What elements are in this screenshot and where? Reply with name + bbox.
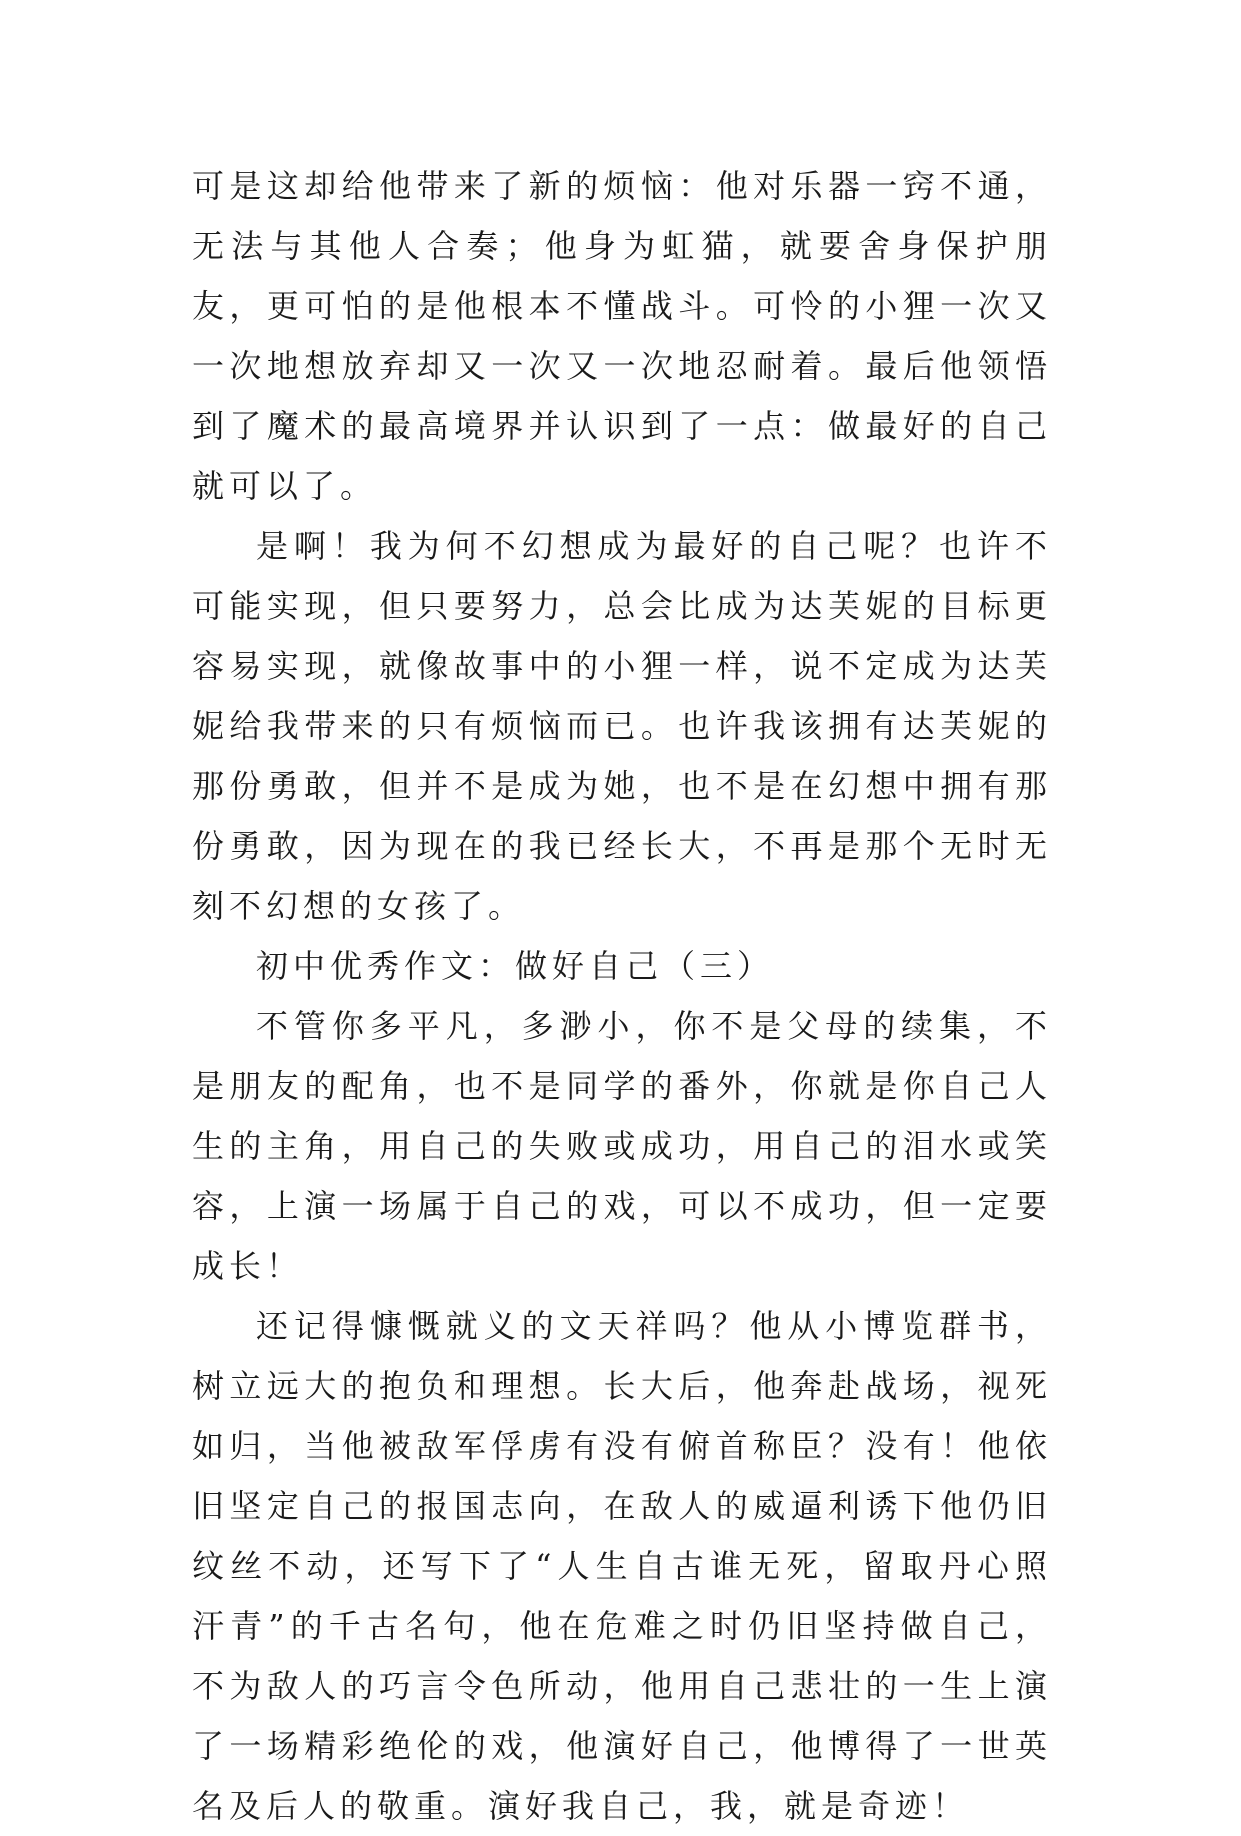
paragraph: 不管你多平凡，多渺小，你不是父母的续集，不是朋友的配角，也不是同学的番外，你就是你自己人生的主角，用自己的失败或成功，用自己的泪水或笑容，上演一场属于自己的戏，可以不成功，但一定要成长！ bbox=[192, 1007, 1052, 1285]
document-body bbox=[192, 156, 1052, 1836]
paragraph: 可是这却给他带来了新的烦恼：他对乐器一窍不通，无法与其他人合奏；他身为虹猫，就要舍身保护朋友，更可怕的是他根本不懂战斗。可怜的小狸一次又一次地想放弃却又一次又一次地忍耐着。最后他领悟到了魔术的最高境界并认识到了一点：做最好的自己就可以了。 bbox=[192, 167, 1052, 505]
section-heading: 初中优秀作文：做好自己（三） bbox=[256, 947, 775, 985]
paragraph: 还记得慷慨就义的文天祥吗？他从小博览群书，树立远大的抱负和理想。长大后，他奔赴战场，视死如归，当他被敌军俘虏有没有俯首称臣？没有！他依旧坚定自己的报国志向，在敌人的威逼利诱下他仍旧纹丝不动，还写下了“人生自古谁无死，留取丹心照汗青”的千古名句，他在危难之时仍旧坚持做自己，不为敌人的巧言令色所动，他用自己悲壮的一生上演了一场精彩绝伦的戏，他演好自己，他博得了一世英名及后人的敬重。演好我自己，我，就是奇迹！ bbox=[192, 1307, 1052, 1825]
paragraph: 是啊！我为何不幻想成为最好的自己呢？也许不可能实现，但只要努力，总会比成为达芙妮的目标更容易实现，就像故事中的小狸一样，说不定成为达芙妮给我带来的只有烦恼而已。也许我该拥有达芙妮的那份勇敢，但并不是成为她，也不是在幻想中拥有那份勇敢，因为现在的我已经长大，不再是那个无时无刻不幻想的女孩了。 bbox=[192, 527, 1052, 925]
